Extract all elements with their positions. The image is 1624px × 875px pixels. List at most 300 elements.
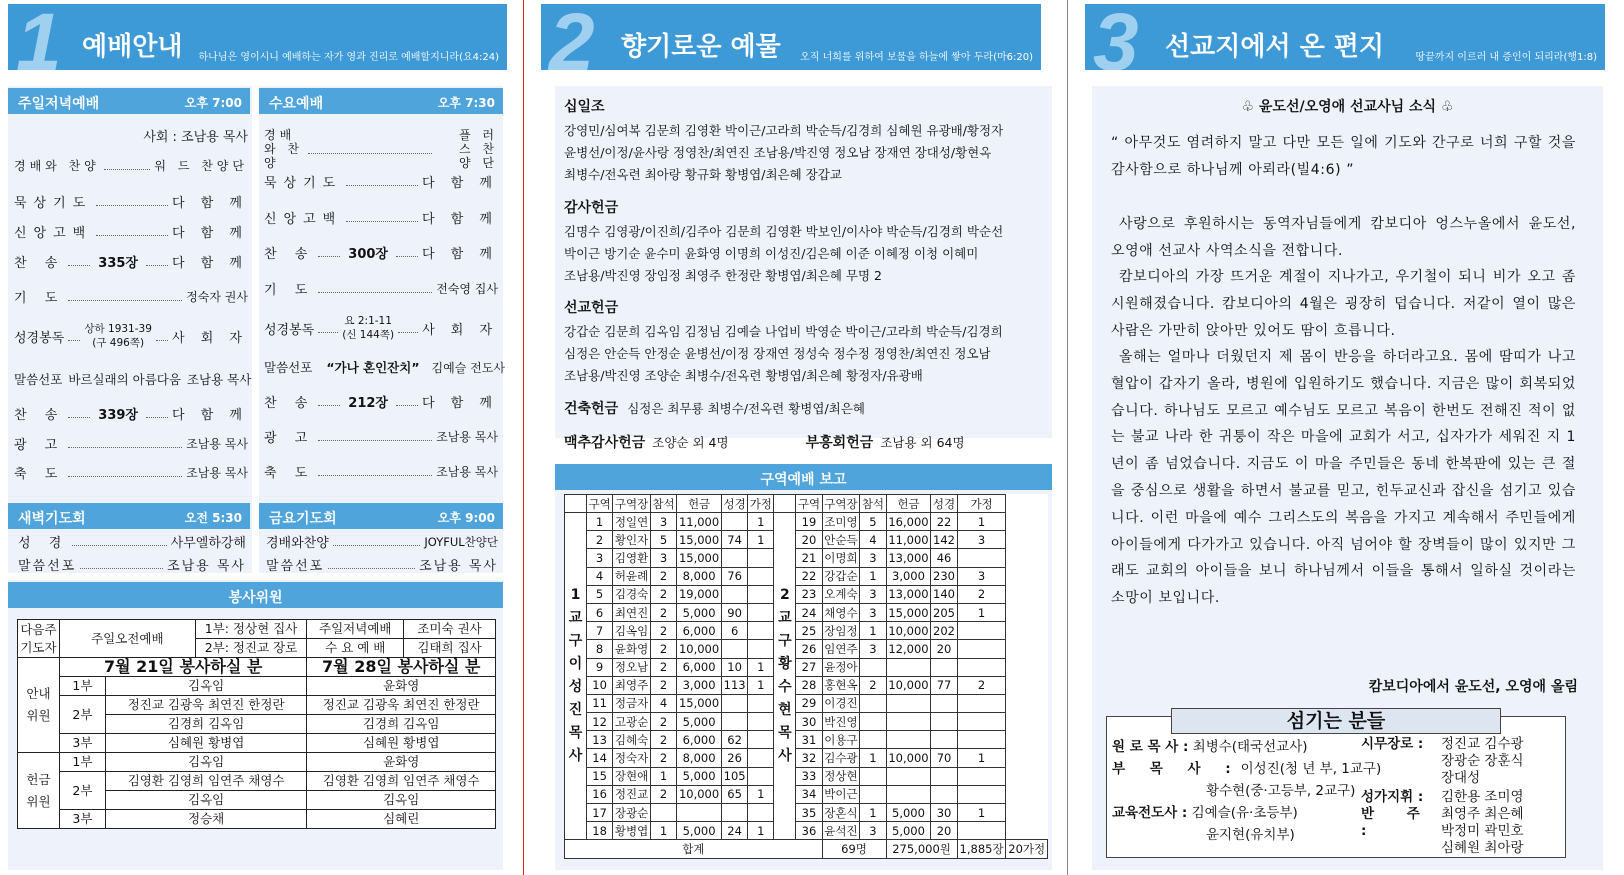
section-title: 선교지에서 온 편지 [1165,32,1385,62]
staff-role: 교육전도사 : [1112,805,1188,821]
zone-cell: 6 [722,622,748,640]
zone-cell [957,822,1006,840]
zone-cell: 7 [587,622,613,640]
staff-names: 정진교 김수광 장광순 장훈식 장대성 [1441,736,1524,786]
zone-cell [957,767,1006,785]
zone-cell [957,785,1006,803]
zone-cell: 10,000 [886,749,931,767]
friday-prayer-header [259,503,503,529]
zone-cell: 6,000 [677,622,722,640]
zone-cell: 2 [860,676,886,694]
zone-cell [677,804,722,822]
zone-cell: 2 [650,585,676,603]
zone-cell [748,694,774,712]
order-row [14,157,248,174]
sunday-evening-title: 주일저녁예배 [18,96,100,112]
zone-cell: 12,000 [886,640,931,658]
zone-row [565,713,1048,731]
zone-cell [860,731,886,749]
zone-cell: 19 [796,513,822,531]
zone-cell: 5,000 [677,603,722,621]
staff-role: 원 로 목 사 : [1112,739,1189,755]
section-verse: 오직 너희를 위하여 보물을 하늘에 쌓아 두라(마6:20) [800,52,1033,63]
zone-cell: 5 [587,585,613,603]
part-label: 3부 [59,810,105,829]
zone-cell: 27 [796,658,822,676]
zone-row [565,658,1048,676]
building-group [564,398,1044,418]
order-row [14,192,248,211]
zone-cell: 31 [796,731,822,749]
zone-cell: 1 [587,513,613,531]
order-row [264,314,498,342]
zone-cell [722,513,748,531]
district-1-label: 1 교 구 이 성 진 목 사 [565,513,587,840]
zone-column-header: 참석 [652,496,675,511]
order-label: 말씀선포 [14,372,63,387]
zone-cell [748,622,774,640]
zone-column-header: 구역 [588,496,611,511]
zone-column-header: 구역장 [613,495,651,513]
zone-cell: 1 [748,822,774,840]
staff-title: 섬기는 분들 [1171,708,1501,734]
tithe-title: 십일조 [564,99,605,115]
order-mid: “가나 혼인잔치” [326,360,420,375]
offering-names: 심혜린 [307,810,496,829]
wednesday-header [259,88,503,114]
zone-total-bible: 1,885장 [957,840,1006,858]
service-table [17,619,496,829]
zone-cell: 8 [587,640,613,658]
zone-cell [748,585,774,603]
offering-committee-label: 헌금 위원 [18,753,60,829]
zone-cell [722,640,748,658]
order-label: 성 경 [18,536,69,551]
zone-cell: 1 [860,749,886,767]
zone-cell: 9 [587,658,613,676]
zone-cell: 5,000 [886,804,931,822]
order-mid: 요 2:1-11 (신 144쪽) [342,315,395,341]
order-label: 찬 송 [264,247,315,262]
zone-cell: 20 [931,640,957,658]
order-mid: 212장 [348,396,388,411]
second-service-leader: 2부: 정진교 장로 [195,639,307,658]
zone-cell [886,658,931,676]
zone-cell: 12 [587,713,613,731]
order-label: 광 고 [14,438,65,453]
order-row [264,128,498,170]
order-row [264,462,498,481]
zone-cell: 정일연 [613,513,651,531]
zone-cell: 2 [650,785,676,803]
zone-cell: 3 [650,549,676,567]
zone-cell [748,731,774,749]
zone-cell [722,804,748,822]
zone-cell: 33 [796,767,822,785]
zone-cell: 6,000 [677,731,722,749]
zone-cell: 정금자 [613,694,651,712]
zone-cell [650,804,676,822]
zone-cell: 70 [931,749,957,767]
order-value: 다 함 께 [422,247,498,262]
zone-cell: 김옥임 [613,622,651,640]
zone-cell: 36 [796,822,822,840]
zone-cell: 10 [587,676,613,694]
zone-cell [860,713,886,731]
zone-cell: 8,000 [677,567,722,585]
zone-cell: 1 [748,658,774,676]
zone-cell: 정진교 [613,785,651,803]
letter-heading: ♧ 윤도선/오영애 선교사님 소식 ♧ [1241,99,1454,115]
section-number: 2 [549,4,595,70]
order-mid: 상하 1931-39 (구 496쪽) [84,323,152,349]
zone-cell: 정상현 [822,767,860,785]
zone-cell: 2 [650,567,676,585]
revival-names: 조남용 외 64명 [880,435,965,450]
zone-column-header: 가정 [957,495,1006,513]
harvest-names: 조양순 외 4명 [652,435,729,450]
zone-cell [957,640,1006,658]
mission-title: 선교헌금 [564,300,619,316]
zone-cell: 10,000 [886,622,931,640]
order-row [266,532,498,551]
offering-names: 정승채 [105,810,307,829]
zone-row [565,767,1048,785]
zone-cell: 2 [587,531,613,549]
zone-cell [931,713,957,731]
zone-cell: 1 [748,531,774,549]
zone-cell: 65 [722,785,748,803]
order-value: 전숙영 집사 [436,282,498,296]
staff-name: 최병수(태국선교사) [1192,739,1308,755]
zone-cell: 2 [650,640,676,658]
zone-cell: 1 [860,622,886,640]
zone-cell: 3 [860,549,886,567]
zone-cell [860,694,886,712]
page-divider-2 [1067,0,1068,875]
offering-names: 김옥임 [105,753,307,772]
order-label: 성경봉독 [14,330,65,346]
zone-cell: 안순득 [822,531,860,549]
order-row [18,532,246,551]
zone-cell: 2 [957,676,1006,694]
zone-cell [957,731,1006,749]
zone-cell: 113 [722,676,748,694]
zone-cell: 5,000 [677,822,722,840]
zone-cell: 2 [650,731,676,749]
zone-cell: 2 [650,713,676,731]
zone-cell: 10,000 [677,640,722,658]
dawn-prayer-time: 오전 5:30 [184,511,242,525]
section-verse: 땅끝까지 이르러 내 증인이 되리라(행1:8) [1415,52,1597,63]
zone-row [565,749,1048,767]
order-value: 다 함 께 [422,396,498,411]
zone-cell [748,567,774,585]
zone-cell: 90 [722,603,748,621]
zone-cell: 11,000 [677,513,722,531]
zone-cell [722,713,748,731]
zone-cell [931,785,957,803]
order-label: 기 도 [264,283,315,298]
order-value: 김예슬 전도사 [431,360,505,375]
zone-report-table [564,494,1048,859]
zone-cell: 5 [860,513,886,531]
mission-group [564,297,1044,387]
order-row [264,427,498,446]
order-label: 광 고 [264,431,315,446]
zone-column-header: 참석 [861,496,885,511]
order-row [14,370,252,388]
zone-column-header: 가정 [749,496,772,511]
zone-total-label: 합계 [565,840,823,858]
zone-cell: 30 [931,804,957,822]
zone-cell: 15,000 [677,531,722,549]
zone-cell: 윤정아 [822,658,860,676]
order-row [14,287,248,306]
staff-name: 이성진(청 년 부, 1교구) [1240,761,1382,777]
order-value: 조남용 목사 [186,437,248,451]
order-row [264,358,505,376]
zone-cell: 박이근 [822,785,860,803]
zone-cell [886,694,931,712]
zone-cell: 11 [587,694,613,712]
order-row [264,279,498,298]
order-value: 조남용 목사 [167,559,246,574]
section-header-worship [8,4,507,70]
zone-cell: 13 [587,731,613,749]
zone-cell [860,785,886,803]
order-mid: 300장 [348,247,388,262]
zone-cell: 장임정 [822,622,860,640]
order-label: 말씀선포 [264,360,313,375]
order-value: 조남용 목사 [436,465,498,479]
harvest-group [564,432,1044,452]
section-header-offering [541,4,1041,70]
zone-cell: 20 [931,822,957,840]
zone-cell: 1 [957,603,1006,621]
zone-cell: 김영환 [613,549,651,567]
zone-cell: 홍현옥 [822,676,860,694]
tithe-group [564,96,1044,186]
zone-cell: 10,000 [677,785,722,803]
section-number: 3 [1093,4,1139,70]
order-row [14,222,248,241]
zone-cell: 62 [722,731,748,749]
zone-cell: 황인자 [613,531,651,549]
zone-cell: 3 [860,822,886,840]
zone-cell: 25 [796,622,822,640]
sunday-presider: 사회 : 조남용 목사 [143,130,248,145]
zone-cell: 4 [587,567,613,585]
zone-cell: 205 [931,603,957,621]
zone-cell: 박진영 [822,713,860,731]
zone-cell: 10 [722,658,748,676]
zone-cell: 142 [931,531,957,549]
zone-cell [886,713,931,731]
order-row [14,404,248,423]
order-label: 경배와 찬양 [264,128,303,170]
order-value: 다 함 께 [172,226,248,241]
zone-cell: 5,000 [677,767,722,785]
zone-cell [748,749,774,767]
friday-prayer-title: 금요기도회 [269,511,337,527]
harvest-title: 맥추감사헌금 [564,435,646,451]
order-label: 묵상기도 [14,196,93,211]
order-label: 신앙고백 [14,226,93,241]
staff-name: 김예슬(유·초등부) [1191,805,1298,821]
zone-row [565,585,1048,603]
name-line: 조남용/박진영 장임정 최영주 한정란 황병엽/최은혜 무명 2 [564,268,882,283]
zone-cell [957,658,1006,676]
zone-cell: 2 [957,585,1006,603]
zone-cell: 3 [860,640,886,658]
zone-cell: 5 [650,531,676,549]
zone-cell: 김경숙 [613,585,651,603]
zone-cell [886,785,931,803]
zone-cell: 김수광 [822,749,860,767]
zone-cell [748,767,774,785]
zone-cell [957,622,1006,640]
zone-column-header: 구역장 [822,495,860,513]
zone-row [565,531,1048,549]
zone-cell: 4 [650,694,676,712]
zone-cell: 2 [650,676,676,694]
guide-names: 김경희 김옥임 [105,715,307,734]
page-divider-1 [523,0,524,875]
order-mid: 339장 [98,408,138,423]
revival-title: 부흥회헌금 [805,435,874,451]
zone-cell: 230 [931,567,957,585]
zone-row [565,804,1048,822]
zone-cell: 정숙자 [613,749,651,767]
sunday-evening-header [8,88,250,114]
building-title: 건축헌금 [564,401,619,417]
zone-cell: 정오남 [613,658,651,676]
evening-service-label: 주일저녁예배 [307,620,404,639]
zone-row [565,822,1048,840]
zone-cell: 5,000 [886,822,931,840]
zone-cell: 23 [796,585,822,603]
order-label: 찬 송 [264,396,315,411]
date-1-header: 7월 21일 봉사하실 분 [59,658,306,677]
zone-column-header: 헌금 [677,495,722,513]
sunday-evening-time: 오후 7:00 [184,96,242,110]
date-2-header: 7월 28일 봉사하실 분 [307,658,496,677]
staff-role: 시무장로 : [1361,736,1424,752]
zone-cell: 14 [587,749,613,767]
order-row [264,243,498,262]
part-label: 2부 [59,772,105,810]
wednesday-time: 오후 7:30 [437,96,495,110]
zone-cell: 이명희 [822,549,860,567]
order-value: 조남용 목사 [186,466,248,480]
zone-header-blank [565,495,587,513]
order-value: 정숙자 권사 [186,290,248,304]
zone-row [565,549,1048,567]
order-label: 축 도 [264,466,315,481]
guide-names: 김옥임 [105,677,307,696]
zone-cell: 최연진 [613,603,651,621]
zone-row [565,513,1048,531]
zone-cell: 15,000 [677,694,722,712]
district-2-label: 2 교 구 황 수 현 목 사 [774,513,796,840]
letter-verse: “ 아무것도 염려하지 말고 다만 모든 일에 기도와 간구로 너희 구할 것을 감사함으로 하나님께 아뢰라(빌4:6) ” [1111,135,1576,178]
letter-paragraph: 올해는 얼마나 더웠던지 제 몸이 반응을 하더라고요. 몸에 땀띠가 나고 혈압이 갑자기 올라, 병원에 입원하기도 했습니다. 지금은 많이 회복되었습니다. 하나님도 모르고 예수님도 모르고 복음이 한번도 전해진 적이 없는 불교 나라 한 귀퉁이 작은 마을에 교회가 서고, 십자가가 세워진 지 1년이 좀 넘었습니다. 지금도 이 마을 주민들은 동네 한복판에 있는 큰 절을 중심으로 생활을 하면서 불교를 믿고, 힌두교신과 잡신을 섬기고 있습니다. 이런 마을에 예수 그리스도의 복음을 가지고 계속해서 주민들에게 아이들에게 다가가고 있습니다. 아직 넘어야 할 장벽들이 많이 있지만 그래도 교회의 아이들을 보니 하나님께서 이들을 통해서 일하실 것이라는 소망이 보입니다. [1111,349,1576,607]
part-label: 1부 [59,753,105,772]
zone-cell [957,713,1006,731]
order-label: 경배와 찬양 [14,158,100,173]
zone-cell [748,640,774,658]
zone-cell: 임연주 [822,640,860,658]
order-row [14,434,248,453]
zone-total-offering: 275,000원 [886,840,957,858]
section-header-letter [1085,4,1605,70]
zone-cell: 1 [650,767,676,785]
letter-paragraph: 사랑으로 후원하시는 동역자님들에게 캄보디아 엉스누올에서 윤도선, 오영애 선교사 사역소식을 전합니다. [1111,216,1576,259]
order-value: 사 회 자 [422,322,499,338]
zone-cell: 조미영 [822,513,860,531]
zone-row [565,567,1048,585]
order-value: 사 회 자 [172,330,248,346]
order-row [18,555,246,574]
order-value: 조남용 목사 [419,559,498,574]
zone-cell: 장혼식 [822,804,860,822]
zone-cell: 최영주 [613,676,651,694]
zone-cell: 1 [957,804,1006,822]
order-label: 경배와찬양 [266,536,329,551]
zone-cell: 13,000 [886,585,931,603]
zone-cell [957,694,1006,712]
order-value: 다 함 께 [172,196,248,211]
section-title: 예배안내 [82,32,183,62]
staff-left [1112,736,1381,846]
section-verse: 하나님은 영이시니 예배하는 자가 영과 진리로 예배할지니라(요4:24) [198,52,499,63]
zone-cell: 3 [860,585,886,603]
zone-cell [931,731,957,749]
zone-cell: 1 [957,513,1006,531]
zone-cell: 1 [860,567,886,585]
zone-cell [957,549,1006,567]
zone-cell [748,549,774,567]
zone-cell: 장현애 [613,767,651,785]
thanks-group [564,197,1044,287]
zone-cell: 21 [796,549,822,567]
zone-cell: 2 [650,603,676,621]
zone-cell: 6,000 [677,658,722,676]
offering-names: 김영환 김영희 임연주 채영수 [105,772,307,791]
zone-cell: 1 [748,676,774,694]
zone-cell: 허윤례 [613,567,651,585]
zone-cell: 16 [587,785,613,803]
order-row [264,172,498,191]
zone-cell: 29 [796,694,822,712]
zone-column-header: 성경 [932,496,956,511]
offering-names: 김옥임 [307,791,496,810]
guide-names: 김경희 김옥임 [307,715,496,734]
zone-cell: 이경진 [822,694,860,712]
zone-cell: 30 [796,713,822,731]
zone-cell [722,549,748,567]
zone-total-row [565,840,1048,858]
name-line: 조남용/박진영 조양순 최병수/전옥련 황병엽/최은혜 황정자/유광배 [564,368,923,383]
order-row [264,208,498,227]
morning-service-label: 주일오전예배 [59,620,195,658]
zone-cell: 26 [722,749,748,767]
zone-cell: 1 [748,513,774,531]
staff-name: 윤지현(유치부) [1206,827,1295,843]
zone-cell [931,694,957,712]
zone-cell: 5,000 [677,713,722,731]
